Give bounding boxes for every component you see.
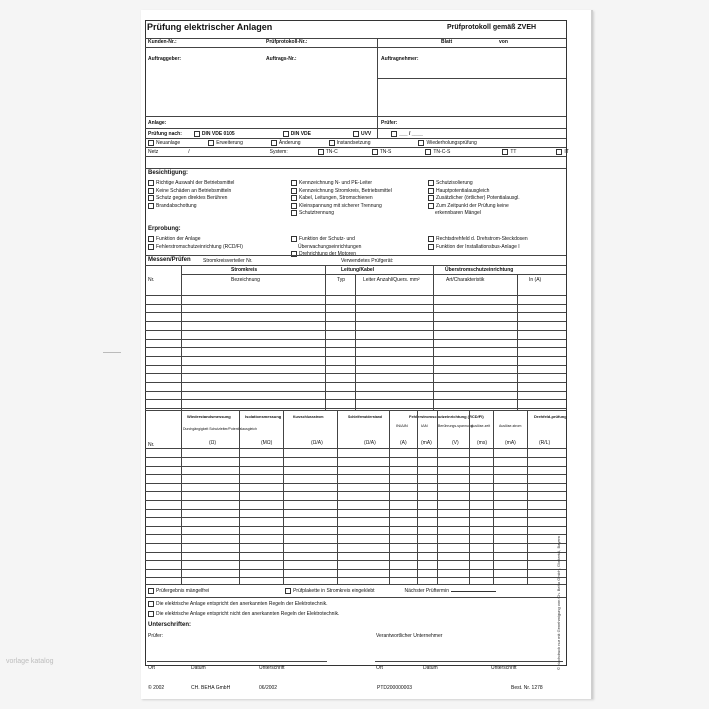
nr-header: Nr.	[148, 277, 155, 283]
bezeichnung-header: Bezeichnung	[231, 277, 260, 283]
t2-u9: (mA)	[505, 440, 516, 446]
art-header: Art/Charakteristik	[446, 277, 485, 283]
checklist-label: Fehlerstromschutzeinrichtung (RCD/FI)	[156, 243, 243, 250]
maengel-row: Prüfergebnis mängelfrei Prüfplakette in Stromkreis eingeklebt Nächster Prüftermin	[148, 588, 496, 594]
checklist-item[interactable]	[148, 195, 227, 201]
checklist-item[interactable]	[291, 244, 361, 250]
table-row	[145, 373, 566, 374]
blatt-label: Blatt	[441, 39, 453, 45]
table-row	[145, 347, 566, 348]
ort-2: Ort	[376, 665, 383, 671]
protokoll-nr-label: Prüfprotokoll-Nr.:	[266, 39, 308, 45]
checkbox[interactable]	[428, 195, 434, 201]
besichtigung-label: Besichtigung:	[148, 170, 188, 176]
checklist-item[interactable]	[291, 195, 373, 201]
footer-pruefer: Prüfer:	[148, 633, 164, 639]
side-copyright: © Nachdruck nur mit Genehmigung von Ch. Beha GmbH, Glottertal, Bayern	[556, 535, 561, 670]
checkbox[interactable]	[291, 236, 297, 242]
left-margin-mark	[103, 352, 121, 353]
auftrags-nr-label: Auftrags-Nr.:	[266, 56, 297, 62]
checklist-item[interactable]	[428, 203, 509, 209]
types-row: Neuanlage Erweiterung Änderung Instandsetzung Wiederholungsprüfung	[148, 140, 477, 146]
table-row	[145, 466, 566, 467]
entspricht-row: Die elektrische Anlage entspricht den anerkannten Regeln der Elektrotechnik.	[148, 601, 328, 607]
unterschriften-label: Unterschriften:	[148, 622, 192, 628]
table-row	[145, 483, 566, 484]
table-row	[145, 543, 566, 544]
checkbox[interactable]	[291, 195, 297, 201]
checkbox[interactable]	[291, 210, 297, 216]
checklist-item[interactable]	[428, 244, 520, 250]
kunden-nr-label: Kunden-Nr.:	[148, 39, 177, 45]
nicht-row: Die elektrische Anlage entspricht nicht den anerkannten Regeln der Elektrotechnik.	[148, 611, 339, 617]
checkbox[interactable]	[291, 251, 297, 257]
table-row	[145, 399, 566, 400]
t2-u4: (Ω/A)	[364, 440, 376, 446]
document-title: Prüfung elektrischer Anlagen	[147, 22, 273, 32]
stromkreisverteiler-label: Stromkreisverteiler Nr.	[203, 258, 253, 264]
t2-h1: Wiederstandsmessung	[187, 414, 231, 419]
checklist-label: Drehrichtung der Motoren	[299, 251, 356, 257]
checkbox[interactable]	[428, 203, 434, 209]
auftragnehmer-label: Auftragnehmer:	[381, 56, 419, 62]
checklist-label: Kennzeichnung N- und PE-Leiter	[299, 180, 373, 186]
checkbox[interactable]	[428, 236, 434, 242]
checklist-label: Kleinspannung mit sicherer Trennung	[299, 202, 382, 209]
schutz-header: Überstromschutzeinrichtung	[445, 267, 514, 273]
checklist-label: Schutz gegen direktes Berühren	[156, 195, 228, 201]
ort-1: Ort	[148, 665, 155, 671]
company: CH. BEHA GmbH	[191, 685, 231, 691]
wiederholung-checkbox[interactable]	[418, 140, 424, 146]
tnc-checkbox[interactable]	[318, 149, 324, 155]
checkbox[interactable]	[148, 188, 154, 194]
t2-nr: Nr.	[148, 442, 155, 448]
column-divider	[417, 410, 418, 584]
stromkreis-header: Stromkreis	[231, 267, 258, 273]
checkbox[interactable]	[291, 188, 297, 194]
checklist-label: Brandabschottung	[156, 202, 197, 209]
von-label: von	[499, 39, 508, 45]
checkbox[interactable]	[291, 203, 297, 209]
din-vde-checkbox[interactable]	[283, 131, 289, 137]
pruefung-nach-row: Prüfung nach: DIN VDE 0105 DIN VDE UVV ___ / ____	[148, 131, 423, 137]
checklist-item[interactable]	[291, 188, 392, 194]
checklist-item[interactable]	[291, 180, 372, 186]
t2-u2: (MΩ)	[261, 440, 273, 446]
table-row	[145, 339, 566, 340]
t2-h3: Kurzschlussstrom	[293, 415, 324, 419]
checklist-item[interactable]	[148, 203, 197, 209]
checklist-item[interactable]	[428, 188, 489, 194]
checklist-item[interactable]	[148, 188, 231, 194]
unterschrift-2: Unterschrift	[491, 665, 517, 671]
maengelfrei-checkbox[interactable]	[148, 588, 154, 594]
checklist-label: Funktion der Installationsbus-Anlage I	[436, 243, 520, 250]
checklist-item[interactable]	[291, 210, 334, 216]
checkbox[interactable]	[428, 244, 434, 250]
table-row	[145, 491, 566, 492]
checklist-item[interactable]	[148, 180, 234, 186]
checklist-item[interactable]	[428, 210, 481, 216]
checklist-label: Zusätzlicher (örtlicher) Potentialausgl.	[436, 195, 520, 201]
checklist-item[interactable]	[291, 236, 355, 242]
table-row	[145, 304, 566, 305]
checklist-label: Hauptpotentialausgleich	[436, 187, 490, 194]
anlage-label: Anlage:	[148, 120, 167, 126]
footer-verantwortlich: Verantwortlicher Unternehmer	[376, 633, 443, 639]
table-row	[145, 509, 566, 510]
checkbox[interactable]	[148, 195, 154, 201]
table-row	[145, 312, 566, 313]
nicht-checkbox[interactable]	[148, 611, 154, 617]
other-checkbox[interactable]	[391, 131, 397, 137]
checklist-label: Überwachungseinrichtungen	[298, 243, 362, 250]
column-divider	[239, 410, 240, 584]
checklist-label: Schutzisolierung	[436, 180, 473, 186]
table-row	[145, 569, 566, 570]
checklist-label: Kennzeichnung Stromkreis, Betriebsmittel	[299, 187, 392, 194]
table-row	[145, 534, 566, 535]
table-row	[145, 500, 566, 501]
table-row	[145, 526, 566, 527]
checklist-item[interactable]	[428, 195, 520, 201]
copyright: © 2002	[148, 685, 165, 691]
checkbox[interactable]	[148, 244, 154, 250]
form-code: PTD200000003	[377, 685, 413, 691]
datum-1: Datum	[191, 665, 206, 671]
netz-row: Netz / System: TN-C TN-S TN-C-S TT IT	[148, 149, 569, 155]
erprobung-label: Erprobung:	[148, 226, 181, 232]
t2-u8: (ms)	[477, 440, 487, 446]
column-divider	[283, 410, 284, 584]
checkbox[interactable]	[291, 180, 297, 186]
protocol-label: Prüfprotokoll gemäß ZVEH	[447, 24, 537, 31]
table-row	[145, 474, 566, 475]
checklist-label: Schutztrennung	[299, 210, 335, 216]
t2-h5: Fehlerstromschutzeinrichtung (RCD/FI)	[409, 414, 484, 419]
neuanlage-checkbox[interactable]	[148, 140, 154, 146]
column-divider	[469, 410, 470, 584]
tt-checkbox[interactable]	[502, 149, 508, 155]
din-vde-0105-checkbox[interactable]	[194, 131, 200, 137]
checklist-label: Richtige Auswahl der Betriebsmittel	[156, 180, 235, 186]
auftraggeber-label: Auftraggeber:	[148, 56, 182, 62]
checklist-item[interactable]	[291, 251, 356, 257]
checklist-item[interactable]	[148, 244, 243, 250]
checklist-label: erkennbaren Mängel	[435, 210, 481, 216]
print-date: 06/2002	[259, 685, 278, 691]
table-row	[145, 408, 566, 409]
t2-u6: (mA)	[421, 440, 432, 446]
checkbox[interactable]	[428, 188, 434, 194]
erweiterung-checkbox[interactable]	[208, 140, 214, 146]
t2-u5: (A)	[400, 440, 407, 446]
t2-u3: (Ω/A)	[311, 440, 323, 446]
in-header: In (A)	[529, 277, 542, 283]
typ-header: Typ	[337, 277, 346, 283]
order-number: Best. Nr. 1278	[511, 685, 543, 691]
pruefer-label: Prüfer:	[381, 120, 398, 126]
unterschrift-1: Unterschrift	[259, 665, 285, 671]
t2-sub3: Berührungs-spannung	[438, 424, 473, 428]
uvv-checkbox[interactable]	[353, 131, 359, 137]
checklist-label: Kabel, Leitungen, Stromschienen	[299, 195, 373, 201]
checklist-item[interactable]	[148, 236, 200, 242]
column-divider	[181, 410, 182, 584]
table-row	[145, 457, 566, 458]
checkbox[interactable]	[428, 180, 434, 186]
checklist-label: Rechtsdrehfeld d. Drehstrom-Steckdosen	[436, 236, 528, 242]
pruefung-nach-label: Prüfung nach:	[148, 131, 182, 137]
table-row	[145, 560, 566, 561]
leitung-header: Leitung/Kabel	[341, 267, 375, 273]
t2-h10: Drehfeld-prüfung	[534, 414, 567, 419]
table-row	[145, 321, 566, 322]
tncs-checkbox[interactable]	[425, 149, 431, 155]
table-row	[145, 552, 566, 553]
checklist-label: Keine Schäden an Betriebsmitteln	[156, 187, 232, 194]
table-row	[145, 382, 566, 383]
table-row	[145, 391, 566, 392]
checklist-label: Funktion der Schutz- und	[299, 236, 355, 242]
checklist-item[interactable]	[291, 203, 382, 209]
t2-u7: (V)	[452, 440, 459, 446]
datum-2: Datum	[423, 665, 438, 671]
t2-h4: Schleifenwiderstand	[348, 415, 383, 419]
column-divider	[389, 410, 390, 584]
column-divider	[493, 410, 494, 584]
t2-h1b: Durchgängigkeit Schutzleiter/Potentialausgleich	[183, 427, 257, 431]
table-row	[145, 517, 566, 518]
table-row	[145, 295, 566, 296]
t2-sub1: IN/ΔIN	[396, 423, 408, 428]
aenderung-checkbox[interactable]	[271, 140, 277, 146]
column-divider	[437, 410, 438, 584]
checklist-label: Funktion der Anlage	[156, 236, 201, 242]
document-sheet	[141, 10, 593, 699]
plakette-checkbox[interactable]	[285, 588, 291, 594]
checkbox[interactable]	[148, 236, 154, 242]
instandsetzung-checkbox[interactable]	[329, 140, 335, 146]
entspricht-checkbox[interactable]	[148, 601, 154, 607]
t2-h2: Isolationsmessung	[245, 414, 282, 419]
t2-sub4: Auslöse-zeit	[471, 424, 491, 428]
t2-u10: (R/L)	[539, 440, 551, 446]
pruefgeraet-label: Verwendetes Prüfgerät:	[341, 258, 394, 264]
it-checkbox[interactable]	[556, 149, 562, 155]
column-divider	[337, 410, 338, 584]
checklist-label: Zum Zeitpunkt der Prüfung keine	[436, 202, 509, 209]
table-row	[145, 577, 566, 578]
t2-sub2: IΔN	[421, 423, 428, 428]
table-row	[145, 356, 566, 357]
messen-label: Messen/Prüfen	[148, 257, 191, 263]
tns-checkbox[interactable]	[372, 149, 378, 155]
table-row	[145, 365, 566, 366]
checklist-item[interactable]	[428, 180, 473, 186]
t2-u1: (Ω)	[209, 440, 217, 446]
table-row	[145, 330, 566, 331]
t2-sub5: Auslöse-strom	[499, 424, 522, 428]
watermark: vorlage katalog	[6, 658, 54, 665]
checklist-item[interactable]	[428, 236, 528, 242]
column-divider	[527, 410, 528, 584]
leiter-header: Leiter Anzahl/Quers. mm²	[363, 277, 420, 283]
checkbox[interactable]	[148, 180, 154, 186]
checkbox[interactable]	[148, 203, 154, 209]
